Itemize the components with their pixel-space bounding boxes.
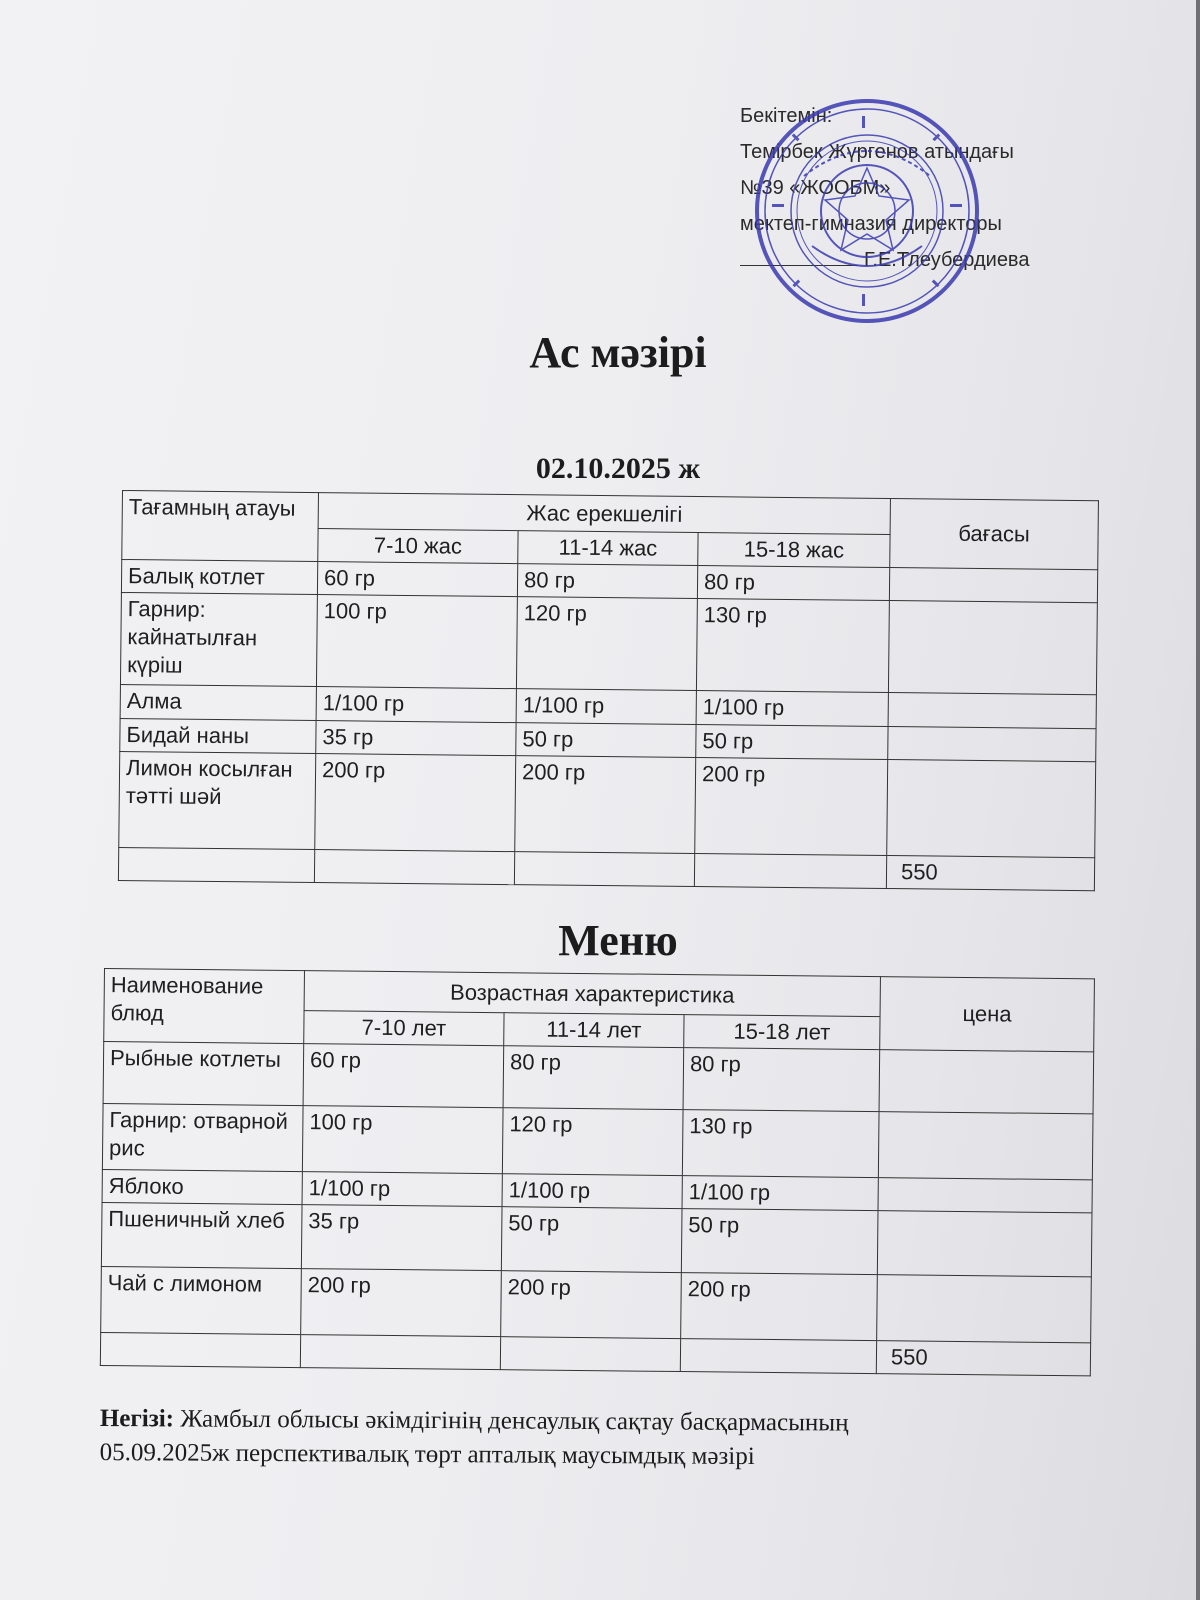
header-row-ru	[104, 969, 1094, 1019]
approval-line-2: Темірбек Жүргенов атындағы	[740, 141, 1014, 163]
col-header-price: цена	[880, 977, 1095, 1052]
dish-name: Алма	[120, 684, 316, 720]
price-cell	[877, 1275, 1092, 1343]
col-header-name: Наименование блюд	[104, 969, 305, 1044]
portion: 60 гр	[303, 1044, 504, 1108]
portion: 120 гр	[502, 1108, 683, 1176]
total-price: 550	[876, 1341, 1090, 1376]
portion: 100 гр	[302, 1106, 503, 1174]
price-cell	[878, 1112, 1093, 1180]
table-row	[103, 1042, 1094, 1114]
basis-label: Негізі:	[99, 1405, 175, 1433]
empty-cell	[300, 1335, 500, 1370]
table-row	[119, 751, 1096, 857]
portion: 120 гр	[516, 597, 697, 691]
menu-table-kz	[118, 490, 1099, 891]
dish-name: Чай с лимоном	[101, 1266, 302, 1334]
empty-cell	[118, 847, 314, 882]
portion: 50 гр	[681, 1209, 878, 1275]
page-title-ru: Меню	[558, 916, 678, 965]
basis-line-1	[100, 1402, 849, 1441]
portion: 200 гр	[501, 1271, 682, 1339]
dish-name: Яблоко	[102, 1169, 302, 1204]
basis-text-2: 05.09.2025ж перспективалық төрт апталық маусымдық мәзірі	[99, 1438, 755, 1471]
menu-date: 02.10.2025 ж	[535, 452, 701, 485]
dish-name: Лимон косылған тәтті шәй	[119, 751, 316, 849]
empty-cell	[680, 1339, 876, 1374]
dish-name: Пшеничный хлеб	[101, 1202, 302, 1268]
portion: 200 гр	[695, 758, 888, 856]
director-name: Г.Е.Тлеубердиева	[864, 249, 1030, 271]
portion: 1/100 гр	[316, 687, 516, 723]
menu-table-ru	[100, 968, 1095, 1376]
dish-name: Бидай наны	[120, 718, 316, 753]
empty-cell	[100, 1332, 300, 1367]
basis-note	[100, 1402, 849, 1475]
total-price: 550	[886, 856, 1094, 891]
portion: 80 гр	[503, 1046, 684, 1110]
portion: 100 гр	[316, 595, 517, 689]
portion: 1/100 гр	[516, 689, 696, 725]
portion: 35 гр	[301, 1205, 502, 1271]
page-title-kz: Ас мәзірі	[529, 328, 707, 377]
portion: 1/100 гр	[502, 1174, 682, 1209]
empty-cell	[694, 854, 886, 889]
portion: 60 гр	[317, 562, 517, 597]
portion: 200 гр	[515, 756, 696, 854]
approval-line-1: Бекітемін:	[740, 105, 833, 127]
portion: 50 гр	[501, 1207, 682, 1273]
price-cell	[888, 693, 1096, 729]
portion: 200 гр	[315, 754, 516, 852]
portion: 50 гр	[696, 725, 888, 760]
dish-name: Гарнир: кайнатылған күріш	[120, 592, 317, 686]
table-row	[101, 1202, 1092, 1276]
price-cell	[888, 727, 1096, 762]
price-cell	[877, 1211, 1092, 1277]
table-row	[102, 1103, 1093, 1179]
basis-text-1: Жамбыл облысы әкімдігінің денсаулық сақтау басқармасының	[173, 1405, 849, 1437]
portion: 35 гр	[316, 721, 516, 756]
portion: 1/100 гр	[696, 691, 888, 727]
approval-line-3: №39 «ЖООБМ»	[740, 177, 891, 199]
table-row	[120, 592, 1097, 694]
portion: 80 гр	[517, 564, 697, 599]
portion: 200 гр	[301, 1269, 502, 1337]
portion: 130 гр	[696, 599, 889, 693]
age-header: 7-10 лет	[304, 1011, 504, 1046]
age-header: 15-18 лет	[684, 1015, 880, 1050]
empty-cell	[514, 852, 694, 887]
age-header: 11-14 лет	[504, 1013, 684, 1048]
dish-name: Балық котлет	[121, 560, 317, 595]
col-header-age: Возрастная характеристика	[304, 971, 880, 1017]
price-cell	[879, 1050, 1094, 1114]
col-header-price: бағасы	[890, 499, 1099, 570]
age-header: 7-10 жас	[318, 529, 518, 564]
price-cell	[887, 760, 1096, 858]
portion: 1/100 гр	[302, 1172, 502, 1207]
portion: 130 гр	[682, 1110, 879, 1178]
portion: 1/100 гр	[682, 1176, 878, 1211]
portion: 80 гр	[683, 1048, 880, 1112]
portion: 50 гр	[516, 723, 696, 758]
dish-name: Рыбные котлеты	[103, 1042, 304, 1106]
table-row	[101, 1266, 1092, 1342]
price-cell	[878, 1178, 1092, 1213]
dish-name: Гарнир: отварной рис	[102, 1103, 303, 1171]
approval-line-4: мектеп-гимназия директоры	[740, 213, 1002, 235]
age-header: 15-18 жас	[698, 533, 890, 568]
empty-cell	[500, 1337, 680, 1372]
empty-cell	[314, 850, 514, 885]
col-header-age: Жас ерекшелігі	[318, 493, 890, 535]
age-header: 11-14 жас	[518, 531, 698, 566]
portion: 200 гр	[681, 1273, 878, 1341]
price-cell	[889, 568, 1097, 603]
price-cell	[888, 601, 1097, 695]
official-seal-stamp	[752, 96, 982, 326]
page-edge-shadow	[1196, 0, 1200, 1600]
col-header-name: Тағамның атауы	[122, 491, 319, 562]
portion: 80 гр	[697, 566, 889, 601]
